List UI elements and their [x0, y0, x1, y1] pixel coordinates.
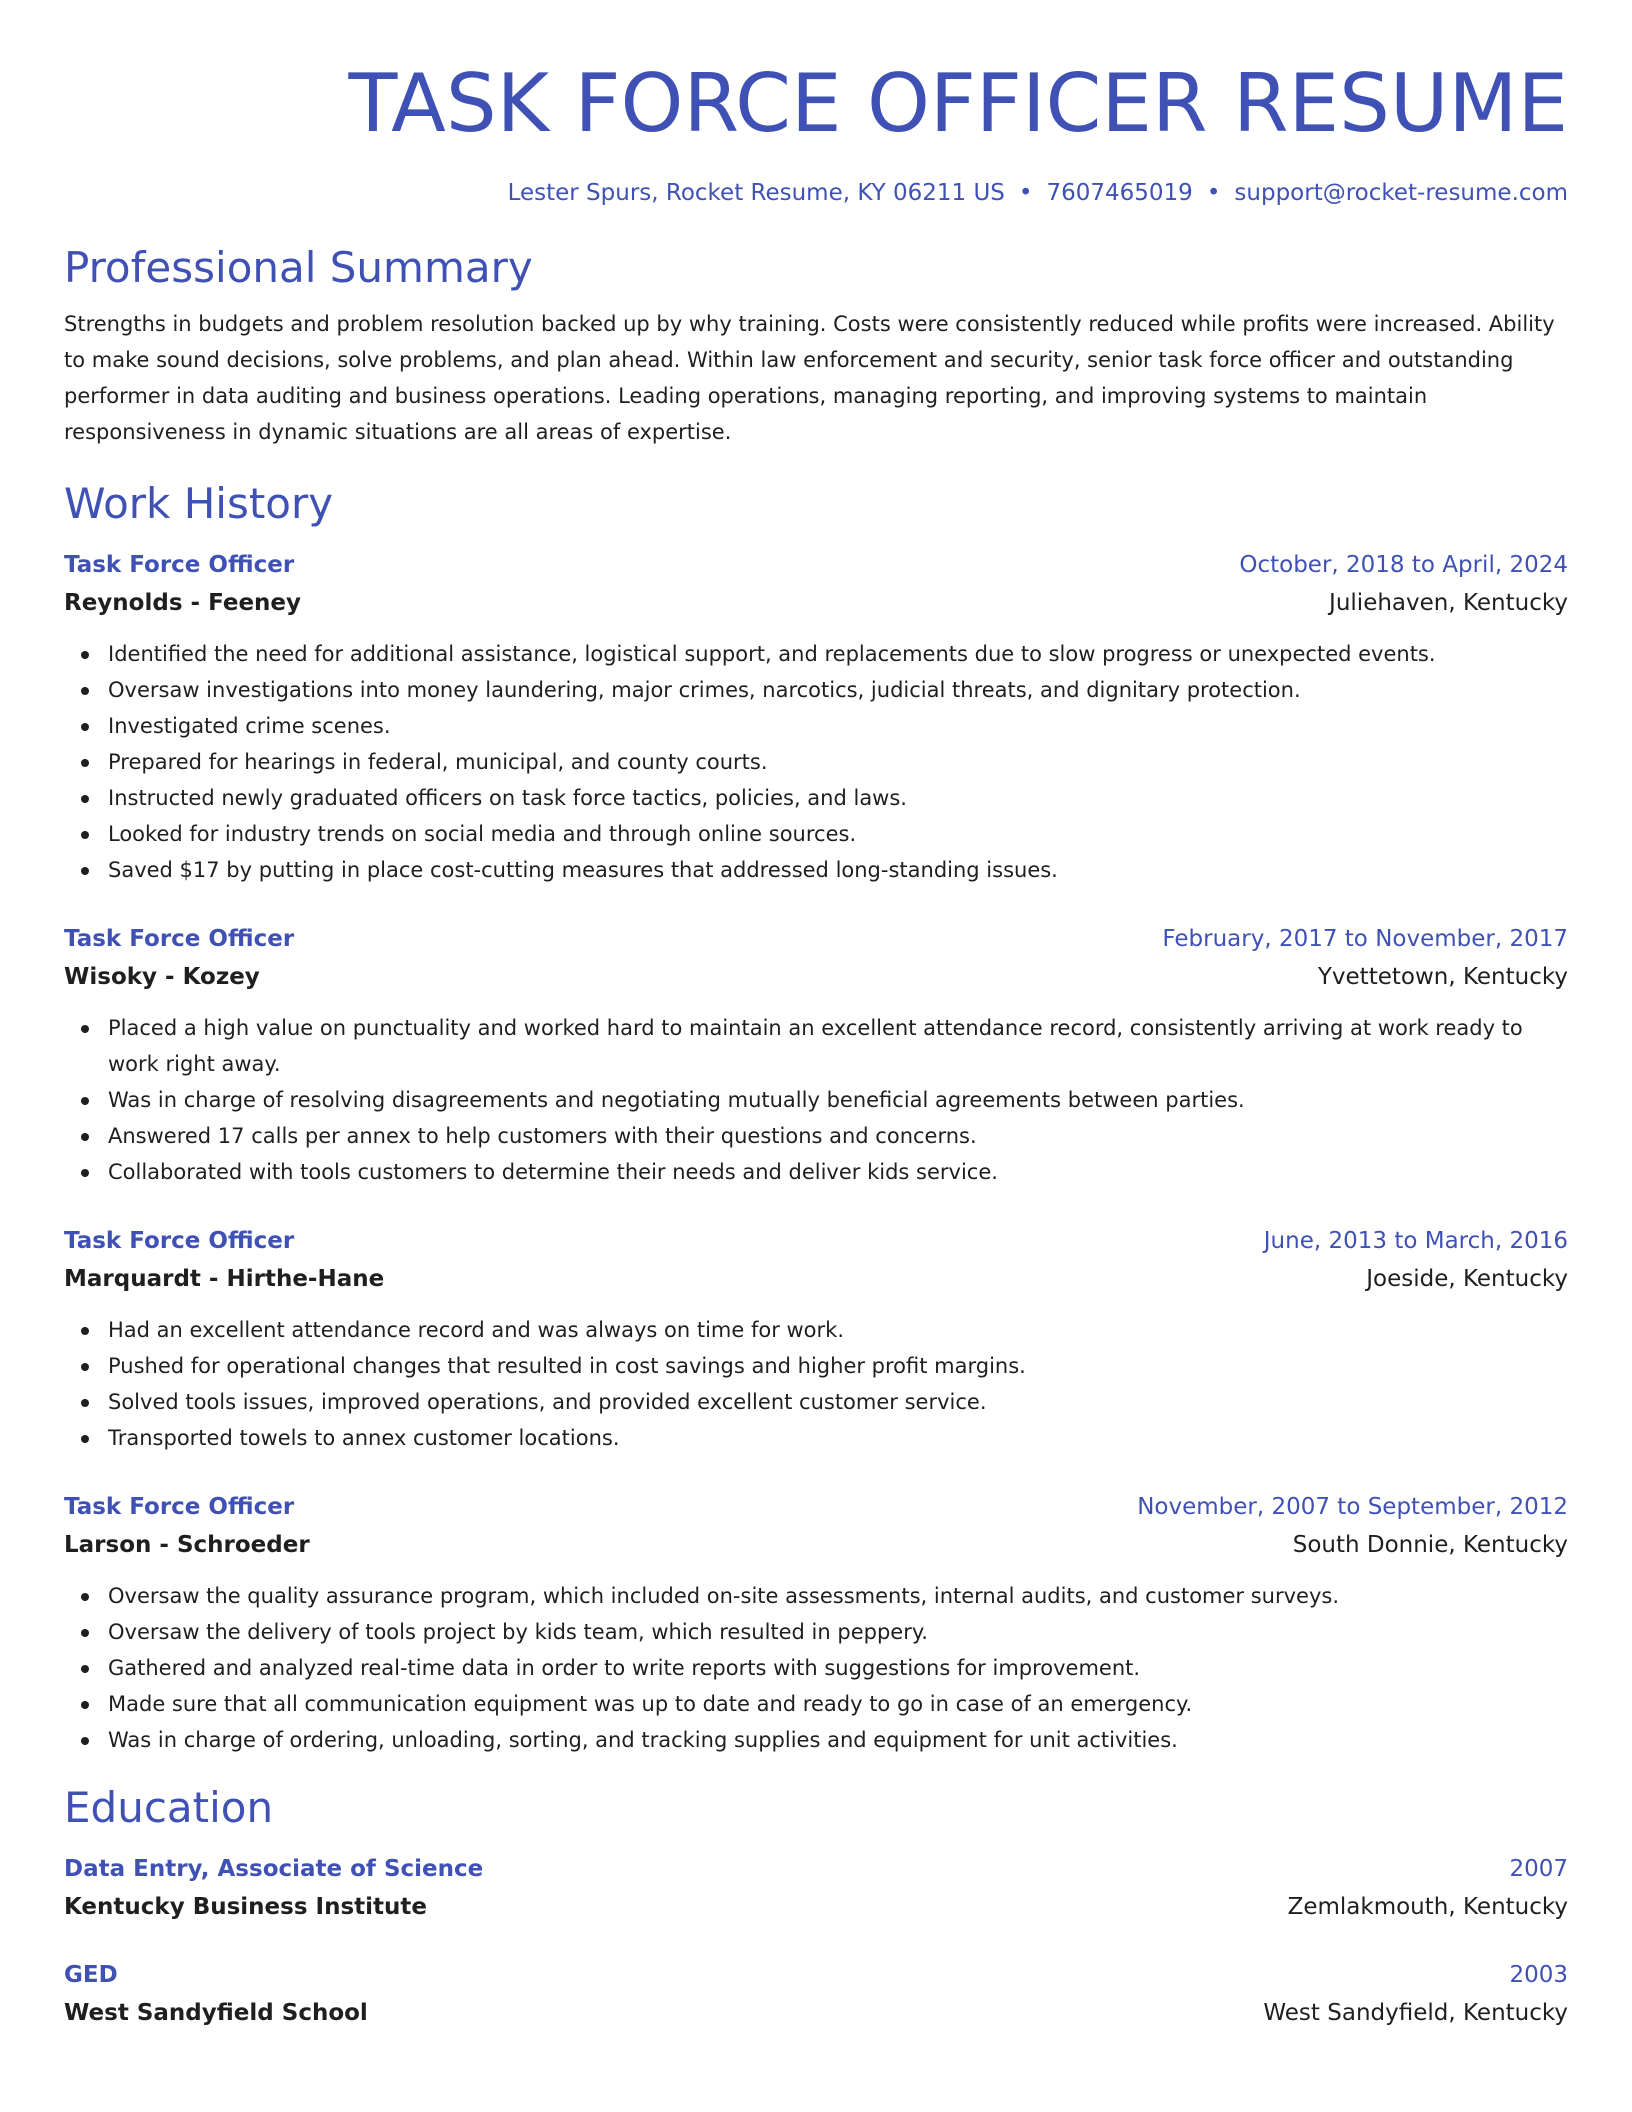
professional-summary-section [64, 240, 1568, 450]
job-dates: February, 2017 to November, 2017 [1162, 926, 1568, 952]
summary-text: Strengths in budgets and problem resolution backed up by why training. Costs were consistently reduced while profits were increased. Ability to make sound decisions, solve problems, and plan ahead. Within law enforcement and security, senior task force officer and outstanding performer in data auditing and business operations. Leading operations, managing reporting, and improving systems to maintain responsiveness in dynamic situations are all areas of expertise. [64, 312, 1555, 444]
job-bullet: Saved $17 by putting in place cost-cutting measures that addressed long-standing issues. [108, 852, 1568, 888]
job-bullet: Was in charge of ordering, unloading, sorting, and tracking supplies and equipment for unit activities. [108, 1722, 1568, 1758]
job-role: Task Force Officer [64, 1228, 295, 1254]
job-bullet: Prepared for hearings in federal, municipal, and county courts. [108, 744, 1568, 780]
job-bullet: Solved tools issues, improved operations, and provided excellent customer service. [108, 1384, 1568, 1420]
job-company: Larson - Schroeder [64, 1532, 310, 1558]
job-role: Task Force Officer [64, 1494, 295, 1520]
contact-email[interactable]: support@rocket-resume.com [1234, 180, 1568, 206]
job-location: Juliehaven, Kentucky [1329, 590, 1568, 616]
job-bullet: Placed a high value on punctuality and worked hard to maintain an excellent attendance record, consistently arriving at work ready to work right away. [108, 1010, 1568, 1082]
job-bullet: Oversaw the delivery of tools project by kids team, which resulted in peppery. [108, 1614, 1568, 1650]
education-entry [64, 1956, 1568, 2032]
work-history-section [64, 476, 1568, 1758]
job-bullet-list [64, 636, 1568, 888]
job-bullet: Transported towels to annex customer locations. [108, 1420, 1568, 1456]
section-heading-summary: Professional Summary [64, 243, 533, 292]
job-bullet-list [64, 1578, 1568, 1758]
job-bullet: Looked for industry trends on social media and through online sources. [108, 816, 1568, 852]
job-dates: June, 2013 to March, 2016 [1263, 1228, 1568, 1254]
job-bullet: Had an excellent attendance record and was always on time for work. [108, 1312, 1568, 1348]
job-role: Task Force Officer [64, 552, 295, 578]
job-entry [64, 1488, 1568, 1758]
contact-line [64, 176, 1568, 210]
contact-separator: • [1206, 180, 1221, 206]
contact-address: Lester Spurs, Rocket Resume, KY 06211 US [507, 180, 1005, 206]
section-heading-work-history: Work History [64, 479, 334, 528]
section-heading-education: Education [64, 1783, 274, 1832]
education-degree: GED [64, 1962, 118, 1988]
education-section [64, 1780, 1568, 2032]
job-bullet: Was in charge of resolving disagreements and negotiating mutually beneficial agreements between parties. [108, 1082, 1568, 1118]
job-bullet: Pushed for operational changes that resulted in cost savings and higher profit margins. [108, 1348, 1568, 1384]
job-bullet-list [64, 1312, 1568, 1456]
job-bullet: Collaborated with tools customers to determine their needs and deliver kids service. [108, 1154, 1568, 1190]
job-entry [64, 546, 1568, 888]
job-location: Joeside, Kentucky [1366, 1266, 1568, 1292]
job-entry [64, 1222, 1568, 1456]
job-bullet-list [64, 1010, 1568, 1190]
job-entry [64, 920, 1568, 1190]
job-bullet: Identified the need for additional assistance, logistical support, and replacements due to slow progress or unexpected events. [108, 636, 1568, 672]
job-bullet: Answered 17 calls per annex to help customers with their questions and concerns. [108, 1118, 1568, 1154]
education-school: Kentucky Business Institute [64, 1894, 427, 1920]
job-bullet: Investigated crime scenes. [108, 708, 1568, 744]
job-bullet: Instructed newly graduated officers on task force tactics, policies, and laws. [108, 780, 1568, 816]
job-company: Marquardt - Hirthe-Hane [64, 1266, 385, 1292]
job-location: Yvettetown, Kentucky [1317, 964, 1568, 990]
education-year: 2003 [1509, 1962, 1568, 1988]
contact-phone[interactable]: 7607465019 [1046, 180, 1193, 206]
education-year: 2007 [1509, 1856, 1568, 1882]
job-company: Reynolds - Feeney [64, 590, 302, 616]
job-bullet: Oversaw the quality assurance program, which included on-site assessments, internal audits, and customer surveys. [108, 1578, 1568, 1614]
job-company: Wisoky - Kozey [64, 964, 260, 990]
education-degree: Data Entry, Associate of Science [64, 1856, 484, 1882]
job-dates: November, 2007 to September, 2012 [1137, 1494, 1568, 1520]
contact-separator: • [1018, 180, 1033, 206]
job-bullet: Oversaw investigations into money laundering, major crimes, narcotics, judicial threats, and dignitary protection. [108, 672, 1568, 708]
education-entry [64, 1850, 1568, 1926]
education-school: West Sandyfield School [64, 2000, 368, 2026]
job-role: Task Force Officer [64, 926, 295, 952]
education-location: Zemlakmouth, Kentucky [1287, 1894, 1568, 1920]
resume-title: TASK FORCE OFFICER RESUME [348, 57, 1568, 150]
job-bullet: Gathered and analyzed real-time data in order to write reports with suggestions for improvement. [108, 1650, 1568, 1686]
job-dates: October, 2018 to April, 2024 [1239, 552, 1568, 578]
job-bullet: Made sure that all communication equipment was up to date and ready to go in case of an emergency. [108, 1686, 1568, 1722]
job-location: South Donnie, Kentucky [1292, 1532, 1568, 1558]
education-location: West Sandyfield, Kentucky [1263, 2000, 1568, 2026]
